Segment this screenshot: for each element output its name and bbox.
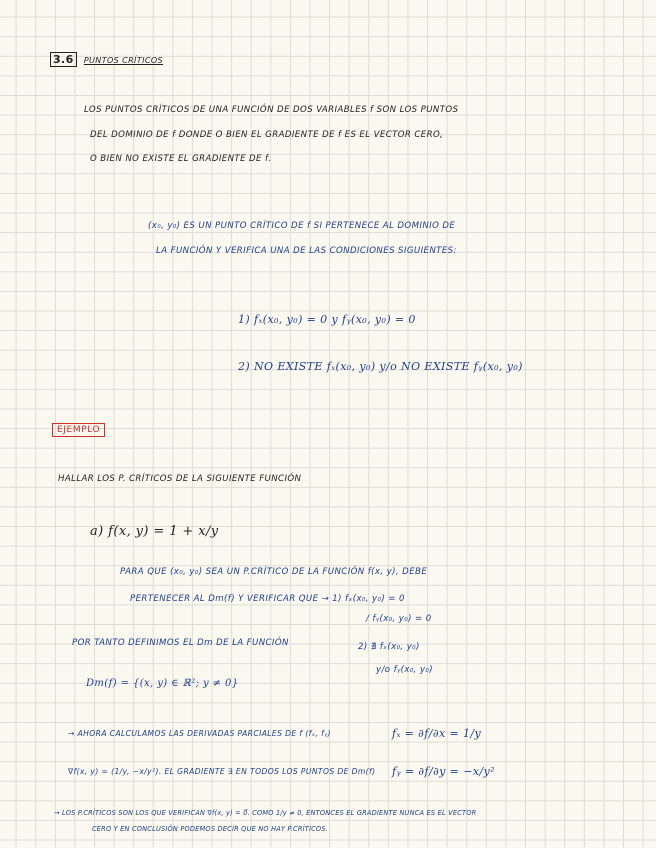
partial-fx: fₓ = ∂f/∂x = 1/y xyxy=(392,727,482,740)
example-para-3: / fᵧ(x₀, y₀) = 0 xyxy=(366,614,432,624)
partials-note: → AHORA CALCULAMOS LAS DERIVADAS PARCIALES DE f (fₓ, fᵧ) xyxy=(68,729,331,738)
example-label-text: EJEMPLO xyxy=(52,423,105,437)
intro-line-2: DEL DOMINIO DE f DONDE O BIEN EL GRADIENTE DE f ES EL VECTOR CERO, xyxy=(90,130,443,140)
intro-line-1: LOS PUNTOS CRÍTICOS DE UNA FUNCIÓN DE DOS VARIABLES f SON LOS PUNTOS xyxy=(84,105,459,115)
partial-fy: fᵧ = ∂f/∂y = −x/y² xyxy=(392,765,495,778)
section-title: PUNTOS CRÍTICOS xyxy=(83,56,164,65)
example-cond-2a: 2) ∄ fₓ(x₀, y₀) xyxy=(358,642,420,652)
definition-line-2: LA FUNCIÓN Y VERIFICA UNA DE LAS CONDICIONES SIGUIENTES: xyxy=(156,246,457,256)
section-heading xyxy=(50,53,163,66)
section-number: 3.6 xyxy=(50,52,77,67)
example-function: a) f(x, y) = 1 + x/y xyxy=(90,524,219,539)
example-label xyxy=(52,425,105,435)
domain-definition: Dm(f) = {(x, y) ∈ ℝ²; y ≠ 0} xyxy=(86,678,239,689)
gradient-line: ∇f(x, y) = (1/y, −x/y²). EL GRADIENTE ∃ EN TODOS LOS PUNTOS DE Dm(f) xyxy=(68,767,376,776)
condition-2: 2) NO EXISTE fₓ(x₀, y₀) y/o NO EXISTE fᵧ(x₀, y₀) xyxy=(238,360,523,373)
conclusion-line-2: CERO Y EN CONCLUSIÓN PODEMOS DECIR QUE NO HAY P.CRÍTICOS. xyxy=(92,825,329,833)
example-task: HALLAR LOS P. CRÍTICOS DE LA SIGUIENTE FUNCIÓN xyxy=(58,474,302,484)
example-para-1: PARA QUE (x₀, y₀) SEA UN P.CRÍTICO DE LA FUNCIÓN f(x, y), DEBE xyxy=(120,567,428,577)
condition-1: 1) fₓ(x₀, y₀) = 0 y fᵧ(x₀, y₀) = 0 xyxy=(238,313,416,326)
domain-note: POR TANTO DEFINIMOS EL Dm DE LA FUNCIÓN xyxy=(72,638,289,648)
example-cond-2b: y/o fᵧ(x₀, y₀) xyxy=(376,665,434,675)
definition-line-1: (x₀, y₀) ES UN PUNTO CRÍTICO DE f SI PERTENECE AL DOMINIO DE xyxy=(148,221,456,231)
intro-line-3: O BIEN NO EXISTE EL GRADIENTE DE f. xyxy=(90,154,272,164)
conclusion-line-1: → LOS P.CRÍTICOS SON LOS QUE VERIFICAN ∇f(x, y) = 0⃗. COMO 1/y ≠ 0, ENTONCES EL GRADIENTE NUNCA ES EL VECTOR xyxy=(54,809,477,817)
example-para-2: PERTENECER AL Dm(f) Y VERIFICAR QUE → 1) fₓ(x₀, y₀) = 0 xyxy=(130,594,405,604)
